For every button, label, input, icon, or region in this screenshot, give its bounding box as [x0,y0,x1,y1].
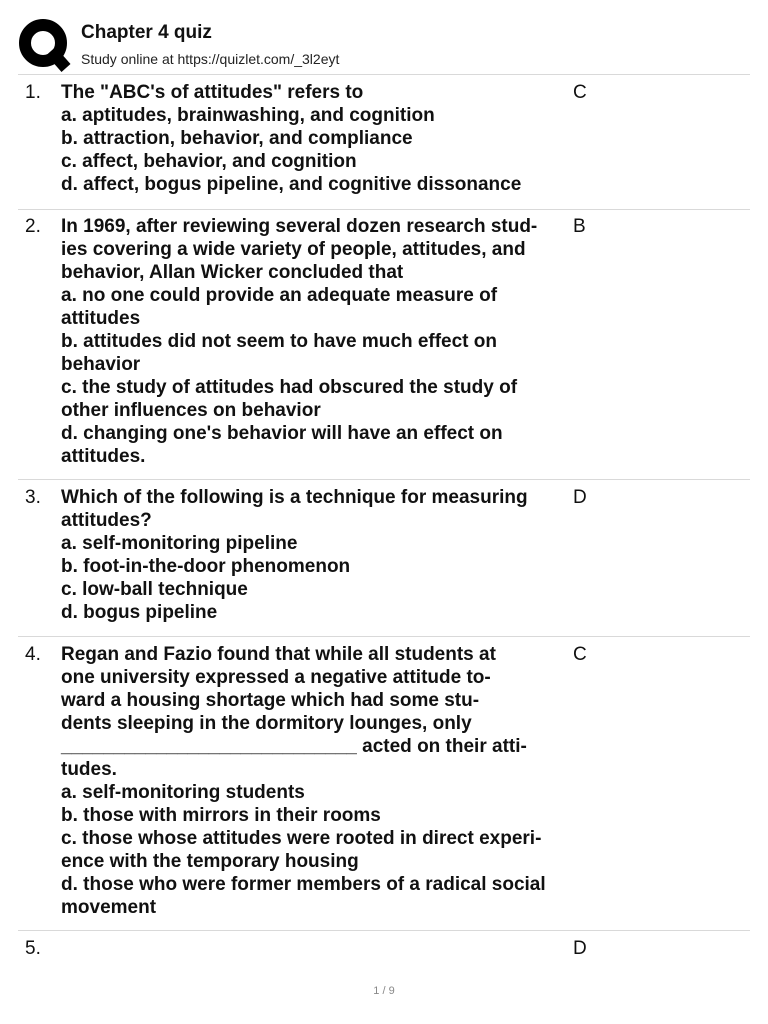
answer-label: B [573,216,586,237]
question-text: Which of the following is a technique for measuring attitudes? a. self-monitoring pipeline b. foot-in-the-door phenomenon c. low-ball technique d. bogus pipeline [61,487,528,623]
answer-label: C [573,644,587,665]
page-indicator: 1 / 9 [373,985,395,997]
answer-label: C [573,82,587,103]
quizlet-logo-icon [18,18,72,72]
divider [18,209,750,210]
study-online-link[interactable]: Study online at https://quizlet.com/_3l2eyt [81,51,340,67]
question-text: Regan and Fazio found that while all students at one university expressed a negative attitude to- ward a housing shortage which had some stu- dents sleeping in the dormitory lounges, only ____________________________ acted on their atti- tudes. a. self-monitoring students b. those with mirrors in their rooms c. those whose attitudes were rooted in direct experi- ence with the temporary housing d. those who were former members of a radical social movement [61,644,546,918]
divider [18,479,750,480]
document-header [18,18,750,74]
question-number: 5. [25,938,41,959]
question-number: 4. [25,644,41,665]
question-number: 3. [25,487,41,508]
question-text: In 1969, after reviewing several dozen research stud- ies covering a wide variety of people, attitudes, and behavior, Allan Wicker concluded that a. no one could provide an adequate measure of attitudes b. attitudes did not seem to have much effect on behavior c. the study of attitudes had obscured the study of other influences on behavior d. changing one's behavior will have an effect on attitudes. [61,216,538,467]
answer-label: D [573,487,587,508]
question-number: 2. [25,216,41,237]
divider [18,636,750,637]
divider [18,930,750,931]
question-text: The "ABC's of attitudes" refers to a. aptitudes, brainwashing, and cognition b. attraction, behavior, and compliance c. affect, behavior, and cognition d. affect, bogus pipeline, and cognitive dissonance [61,82,522,195]
answer-label: D [573,938,587,959]
document-title: Chapter 4 quiz [81,22,212,43]
question-number: 1. [25,82,41,103]
divider [18,74,750,75]
